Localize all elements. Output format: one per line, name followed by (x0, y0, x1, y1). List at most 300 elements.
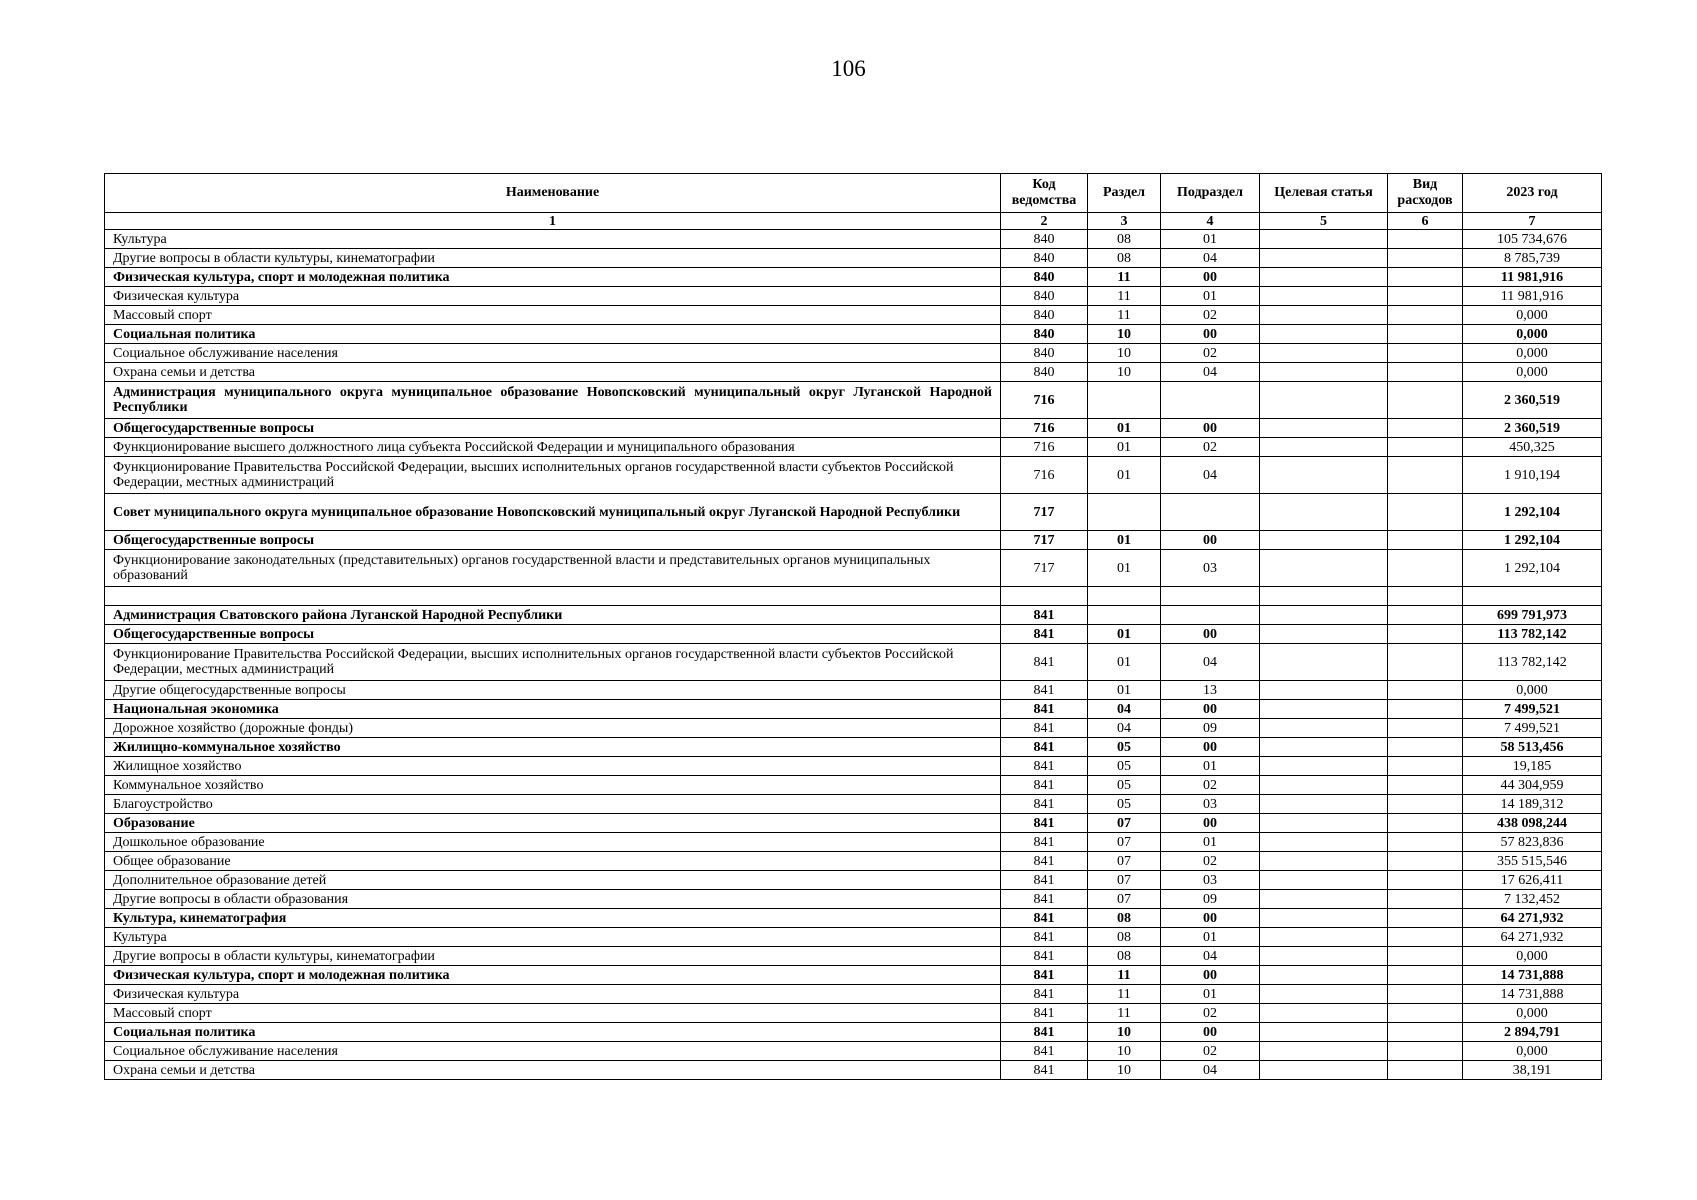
cell-target-article (1260, 776, 1388, 795)
cell-section: 08 (1088, 947, 1161, 966)
cell-department-code: 841 (1001, 625, 1088, 644)
cell-section (1088, 494, 1161, 531)
cell-department-code: 716 (1001, 457, 1088, 494)
table-row (105, 795, 1602, 814)
cell-department-code: 841 (1001, 852, 1088, 871)
cell-expense-type (1388, 1061, 1463, 1080)
cell-name: Коммунальное хозяйство (105, 776, 1001, 795)
cell-department-code: 716 (1001, 438, 1088, 457)
table-row (105, 625, 1602, 644)
cell-department-code: 841 (1001, 757, 1088, 776)
table-row (105, 249, 1602, 268)
cell-target-article (1260, 325, 1388, 344)
table-row (105, 230, 1602, 249)
cell-target-article (1260, 833, 1388, 852)
table-row (105, 1042, 1602, 1061)
cell-section: 05 (1088, 795, 1161, 814)
cell-section: 10 (1088, 1061, 1161, 1080)
cell-amount (1463, 587, 1602, 606)
cell-target-article (1260, 550, 1388, 587)
cell-name: Физическая культура (105, 985, 1001, 1004)
cell-department-code: 841 (1001, 700, 1088, 719)
cell-expense-type (1388, 587, 1463, 606)
cell-department-code: 841 (1001, 776, 1088, 795)
cell-amount: 2 894,791 (1463, 1023, 1602, 1042)
cell-amount: 699 791,973 (1463, 606, 1602, 625)
cell-subsection: 04 (1161, 249, 1260, 268)
cell-department-code: 841 (1001, 928, 1088, 947)
cell-subsection: 09 (1161, 719, 1260, 738)
table-row (105, 344, 1602, 363)
cell-expense-type (1388, 1023, 1463, 1042)
cell-department-code: 840 (1001, 249, 1088, 268)
cell-amount: 0,000 (1463, 306, 1602, 325)
cell-target-article (1260, 890, 1388, 909)
cell-target-article (1260, 966, 1388, 985)
cell-department-code: 841 (1001, 1042, 1088, 1061)
cell-target-article (1260, 757, 1388, 776)
cell-expense-type (1388, 681, 1463, 700)
cell-target-article (1260, 738, 1388, 757)
cell-section: 11 (1088, 287, 1161, 306)
table-row (105, 1023, 1602, 1042)
cell-section: 10 (1088, 363, 1161, 382)
cell-target-article (1260, 344, 1388, 363)
cell-department-code: 841 (1001, 833, 1088, 852)
cell-target-article (1260, 644, 1388, 681)
cell-section: 10 (1088, 325, 1161, 344)
cell-department-code: 841 (1001, 644, 1088, 681)
cell-target-article (1260, 531, 1388, 550)
cell-target-article (1260, 363, 1388, 382)
cell-amount: 17 626,411 (1463, 871, 1602, 890)
cell-section: 07 (1088, 890, 1161, 909)
cell-name: Физическая культура (105, 287, 1001, 306)
cell-expense-type (1388, 363, 1463, 382)
cell-target-article (1260, 306, 1388, 325)
table-row (105, 587, 1602, 606)
cell-department-code: 841 (1001, 966, 1088, 985)
cell-target-article (1260, 1004, 1388, 1023)
cell-target-article (1260, 494, 1388, 531)
table-row (105, 268, 1602, 287)
table-row (105, 909, 1602, 928)
cell-expense-type (1388, 644, 1463, 681)
cell-name: Благоустройство (105, 795, 1001, 814)
cell-subsection: 00 (1161, 814, 1260, 833)
column-number: 7 (1463, 213, 1602, 230)
table-row (105, 550, 1602, 587)
cell-expense-type (1388, 776, 1463, 795)
table-row (105, 382, 1602, 419)
cell-amount: 113 782,142 (1463, 625, 1602, 644)
cell-name: Администрация Сватовского района Луганской Народной Республики (105, 606, 1001, 625)
header-target-article: Целевая статья (1260, 174, 1388, 213)
cell-expense-type (1388, 1042, 1463, 1061)
cell-amount: 14 731,888 (1463, 966, 1602, 985)
cell-amount: 438 098,244 (1463, 814, 1602, 833)
cell-section: 01 (1088, 550, 1161, 587)
cell-subsection: 01 (1161, 833, 1260, 852)
cell-section: 11 (1088, 1004, 1161, 1023)
cell-name: Другие вопросы в области культуры, кинематографии (105, 249, 1001, 268)
cell-target-article (1260, 1023, 1388, 1042)
cell-expense-type (1388, 550, 1463, 587)
cell-expense-type (1388, 306, 1463, 325)
cell-department-code: 840 (1001, 230, 1088, 249)
cell-target-article (1260, 419, 1388, 438)
table-row (105, 457, 1602, 494)
cell-section: 11 (1088, 268, 1161, 287)
cell-section: 11 (1088, 985, 1161, 1004)
cell-expense-type (1388, 268, 1463, 287)
cell-amount: 57 823,836 (1463, 833, 1602, 852)
cell-amount: 0,000 (1463, 325, 1602, 344)
cell-amount: 450,325 (1463, 438, 1602, 457)
cell-subsection: 01 (1161, 287, 1260, 306)
cell-subsection: 04 (1161, 947, 1260, 966)
cell-expense-type (1388, 249, 1463, 268)
cell-name: Функционирование Правительства Российской Федерации, высших исполнительных органов государственной власти субъектов Российской Федерации, местных администраций (105, 644, 1001, 681)
cell-subsection: 00 (1161, 1023, 1260, 1042)
cell-name: Культура (105, 230, 1001, 249)
cell-department-code: 840 (1001, 306, 1088, 325)
cell-subsection: 02 (1161, 1042, 1260, 1061)
table-row (105, 494, 1602, 531)
cell-expense-type (1388, 625, 1463, 644)
cell-subsection (1161, 606, 1260, 625)
cell-amount: 0,000 (1463, 1042, 1602, 1061)
cell-target-article (1260, 230, 1388, 249)
table-row (105, 928, 1602, 947)
cell-subsection: 04 (1161, 363, 1260, 382)
cell-expense-type (1388, 1004, 1463, 1023)
table-row (105, 966, 1602, 985)
cell-expense-type (1388, 494, 1463, 531)
cell-amount: 44 304,959 (1463, 776, 1602, 795)
cell-subsection: 01 (1161, 757, 1260, 776)
cell-department-code: 840 (1001, 287, 1088, 306)
cell-department-code: 841 (1001, 1023, 1088, 1042)
cell-department-code: 841 (1001, 890, 1088, 909)
cell-section: 08 (1088, 909, 1161, 928)
cell-expense-type (1388, 833, 1463, 852)
cell-name: Дополнительное образование детей (105, 871, 1001, 890)
cell-subsection: 02 (1161, 1004, 1260, 1023)
cell-expense-type (1388, 947, 1463, 966)
cell-name: Функционирование законодательных (представительных) органов государственной власти и представительных органов муниципальных образований (105, 550, 1001, 587)
cell-expense-type (1388, 890, 1463, 909)
cell-subsection: 00 (1161, 419, 1260, 438)
table-row (105, 738, 1602, 757)
cell-subsection: 00 (1161, 625, 1260, 644)
page-number: 106 (831, 56, 866, 81)
cell-subsection: 13 (1161, 681, 1260, 700)
cell-name: Дорожное хозяйство (дорожные фонды) (105, 719, 1001, 738)
cell-expense-type (1388, 985, 1463, 1004)
cell-amount: 1 292,104 (1463, 531, 1602, 550)
cell-name: Массовый спорт (105, 1004, 1001, 1023)
cell-expense-type (1388, 966, 1463, 985)
cell-section: 01 (1088, 681, 1161, 700)
cell-department-code: 841 (1001, 719, 1088, 738)
cell-expense-type (1388, 419, 1463, 438)
cell-section: 07 (1088, 871, 1161, 890)
cell-subsection: 02 (1161, 306, 1260, 325)
cell-name: Администрация муниципального округа муниципальное образование Новопсковский муниципальный округ Луганской Народной Республики (105, 382, 1001, 419)
cell-target-article (1260, 814, 1388, 833)
cell-amount: 8 785,739 (1463, 249, 1602, 268)
table-row (105, 852, 1602, 871)
table-row (105, 871, 1602, 890)
cell-target-article (1260, 1061, 1388, 1080)
cell-amount: 14 189,312 (1463, 795, 1602, 814)
cell-subsection: 03 (1161, 795, 1260, 814)
table-row (105, 1004, 1602, 1023)
cell-name: Другие вопросы в области образования (105, 890, 1001, 909)
table-row (105, 681, 1602, 700)
cell-name: Массовый спорт (105, 306, 1001, 325)
cell-amount: 1 910,194 (1463, 457, 1602, 494)
cell-name: Охрана семьи и детства (105, 363, 1001, 382)
cell-name: Физическая культура, спорт и молодежная политика (105, 966, 1001, 985)
cell-target-article (1260, 587, 1388, 606)
cell-expense-type (1388, 757, 1463, 776)
cell-name: Функционирование высшего должностного лица субъекта Российской Федерации и муниципального образования (105, 438, 1001, 457)
cell-amount: 11 981,916 (1463, 287, 1602, 306)
header-subsection: Подраздел (1161, 174, 1260, 213)
table-row (105, 438, 1602, 457)
cell-name: Образование (105, 814, 1001, 833)
cell-department-code: 841 (1001, 1004, 1088, 1023)
header-department-code: Код ведомства (1001, 174, 1088, 213)
cell-section: 05 (1088, 776, 1161, 795)
table-row (105, 644, 1602, 681)
cell-department-code: 717 (1001, 531, 1088, 550)
cell-name: Культура, кинематография (105, 909, 1001, 928)
cell-subsection: 01 (1161, 985, 1260, 1004)
table-row (105, 419, 1602, 438)
cell-name: Общегосударственные вопросы (105, 419, 1001, 438)
cell-expense-type (1388, 457, 1463, 494)
cell-department-code: 840 (1001, 325, 1088, 344)
cell-expense-type (1388, 738, 1463, 757)
cell-amount: 58 513,456 (1463, 738, 1602, 757)
cell-expense-type (1388, 814, 1463, 833)
cell-amount: 1 292,104 (1463, 550, 1602, 587)
cell-subsection: 00 (1161, 738, 1260, 757)
cell-section: 05 (1088, 757, 1161, 776)
cell-subsection (1161, 494, 1260, 531)
cell-target-article (1260, 871, 1388, 890)
cell-expense-type (1388, 287, 1463, 306)
cell-amount: 1 292,104 (1463, 494, 1602, 531)
cell-subsection: 02 (1161, 344, 1260, 363)
table-row (105, 531, 1602, 550)
cell-subsection (1161, 587, 1260, 606)
cell-name (105, 587, 1001, 606)
header-year: 2023 год (1463, 174, 1602, 213)
cell-amount: 64 271,932 (1463, 909, 1602, 928)
cell-section: 11 (1088, 966, 1161, 985)
cell-subsection: 03 (1161, 871, 1260, 890)
table-row (105, 306, 1602, 325)
cell-target-article (1260, 985, 1388, 1004)
cell-expense-type (1388, 230, 1463, 249)
table-row (105, 776, 1602, 795)
cell-amount: 0,000 (1463, 681, 1602, 700)
cell-amount: 0,000 (1463, 1004, 1602, 1023)
cell-name: Жилищно-коммунальное хозяйство (105, 738, 1001, 757)
cell-subsection (1161, 382, 1260, 419)
cell-subsection: 04 (1161, 644, 1260, 681)
table-row (105, 947, 1602, 966)
cell-expense-type (1388, 928, 1463, 947)
cell-department-code: 841 (1001, 947, 1088, 966)
budget-table (104, 173, 1602, 1080)
cell-department-code: 841 (1001, 985, 1088, 1004)
cell-department-code: 841 (1001, 795, 1088, 814)
cell-name: Общее образование (105, 852, 1001, 871)
table-header-row (105, 174, 1602, 213)
cell-amount: 0,000 (1463, 947, 1602, 966)
cell-department-code: 716 (1001, 382, 1088, 419)
cell-department-code (1001, 587, 1088, 606)
cell-amount: 11 981,916 (1463, 268, 1602, 287)
cell-name: Культура (105, 928, 1001, 947)
cell-department-code: 841 (1001, 814, 1088, 833)
cell-section: 04 (1088, 700, 1161, 719)
cell-target-article (1260, 909, 1388, 928)
cell-subsection: 01 (1161, 230, 1260, 249)
cell-section (1088, 382, 1161, 419)
cell-expense-type (1388, 438, 1463, 457)
cell-department-code: 717 (1001, 550, 1088, 587)
column-number: 5 (1260, 213, 1388, 230)
cell-subsection: 04 (1161, 457, 1260, 494)
cell-amount: 38,191 (1463, 1061, 1602, 1080)
cell-section: 01 (1088, 644, 1161, 681)
cell-target-article (1260, 852, 1388, 871)
table-row (105, 719, 1602, 738)
cell-expense-type (1388, 606, 1463, 625)
cell-subsection: 00 (1161, 268, 1260, 287)
cell-target-article (1260, 947, 1388, 966)
cell-amount: 19,185 (1463, 757, 1602, 776)
column-number: 4 (1161, 213, 1260, 230)
cell-target-article (1260, 457, 1388, 494)
cell-section: 05 (1088, 738, 1161, 757)
cell-department-code: 841 (1001, 738, 1088, 757)
cell-section: 10 (1088, 1042, 1161, 1061)
cell-name: Социальное обслуживание населения (105, 1042, 1001, 1061)
cell-name: Социальное обслуживание населения (105, 344, 1001, 363)
cell-target-article (1260, 681, 1388, 700)
cell-name: Общегосударственные вопросы (105, 625, 1001, 644)
cell-section: 07 (1088, 814, 1161, 833)
cell-expense-type (1388, 909, 1463, 928)
cell-subsection: 00 (1161, 700, 1260, 719)
cell-target-article (1260, 382, 1388, 419)
cell-department-code: 840 (1001, 268, 1088, 287)
cell-amount: 105 734,676 (1463, 230, 1602, 249)
cell-department-code: 840 (1001, 363, 1088, 382)
cell-amount: 7 499,521 (1463, 719, 1602, 738)
cell-subsection: 00 (1161, 966, 1260, 985)
cell-subsection: 09 (1161, 890, 1260, 909)
cell-amount: 2 360,519 (1463, 419, 1602, 438)
cell-name: Другие общегосударственные вопросы (105, 681, 1001, 700)
column-number: 6 (1388, 213, 1463, 230)
cell-name: Дошкольное образование (105, 833, 1001, 852)
table-row (105, 325, 1602, 344)
cell-section: 01 (1088, 457, 1161, 494)
table-row (105, 757, 1602, 776)
cell-amount: 7 132,452 (1463, 890, 1602, 909)
cell-section: 01 (1088, 419, 1161, 438)
cell-amount: 113 782,142 (1463, 644, 1602, 681)
cell-target-article (1260, 438, 1388, 457)
column-number-row (105, 213, 1602, 230)
cell-name: Общегосударственные вопросы (105, 531, 1001, 550)
cell-name: Совет муниципального округа муниципальное образование Новопсковский муниципальный округ Луганской Народной Республики (105, 494, 1001, 531)
column-number: 1 (105, 213, 1001, 230)
cell-department-code: 841 (1001, 681, 1088, 700)
cell-target-article (1260, 700, 1388, 719)
cell-section: 08 (1088, 249, 1161, 268)
cell-name: Жилищное хозяйство (105, 757, 1001, 776)
cell-section: 01 (1088, 531, 1161, 550)
cell-subsection: 02 (1161, 776, 1260, 795)
cell-target-article (1260, 249, 1388, 268)
cell-department-code: 717 (1001, 494, 1088, 531)
column-number: 2 (1001, 213, 1088, 230)
cell-expense-type (1388, 700, 1463, 719)
cell-name: Социальная политика (105, 1023, 1001, 1042)
cell-expense-type (1388, 795, 1463, 814)
cell-section (1088, 587, 1161, 606)
cell-section: 04 (1088, 719, 1161, 738)
cell-section: 11 (1088, 306, 1161, 325)
cell-expense-type (1388, 871, 1463, 890)
cell-subsection: 00 (1161, 531, 1260, 550)
cell-section: 07 (1088, 833, 1161, 852)
cell-name: Физическая культура, спорт и молодежная политика (105, 268, 1001, 287)
cell-amount: 0,000 (1463, 344, 1602, 363)
table-row (105, 287, 1602, 306)
cell-section: 10 (1088, 1023, 1161, 1042)
header-expense-type: Вид расходов (1388, 174, 1463, 213)
cell-section: 07 (1088, 852, 1161, 871)
cell-subsection: 02 (1161, 852, 1260, 871)
cell-target-article (1260, 795, 1388, 814)
table-row (105, 363, 1602, 382)
cell-expense-type (1388, 852, 1463, 871)
cell-amount: 64 271,932 (1463, 928, 1602, 947)
cell-section: 08 (1088, 928, 1161, 947)
cell-subsection: 04 (1161, 1061, 1260, 1080)
cell-target-article (1260, 625, 1388, 644)
table-row (105, 985, 1602, 1004)
cell-expense-type (1388, 325, 1463, 344)
cell-amount: 355 515,546 (1463, 852, 1602, 871)
cell-name: Функционирование Правительства Российской Федерации, высших исполнительных органов государственной власти субъектов Российской Федерации, местных администраций (105, 457, 1001, 494)
cell-expense-type (1388, 382, 1463, 419)
cell-amount: 14 731,888 (1463, 985, 1602, 1004)
column-number: 3 (1088, 213, 1161, 230)
header-section: Раздел (1088, 174, 1161, 213)
cell-section: 10 (1088, 344, 1161, 363)
